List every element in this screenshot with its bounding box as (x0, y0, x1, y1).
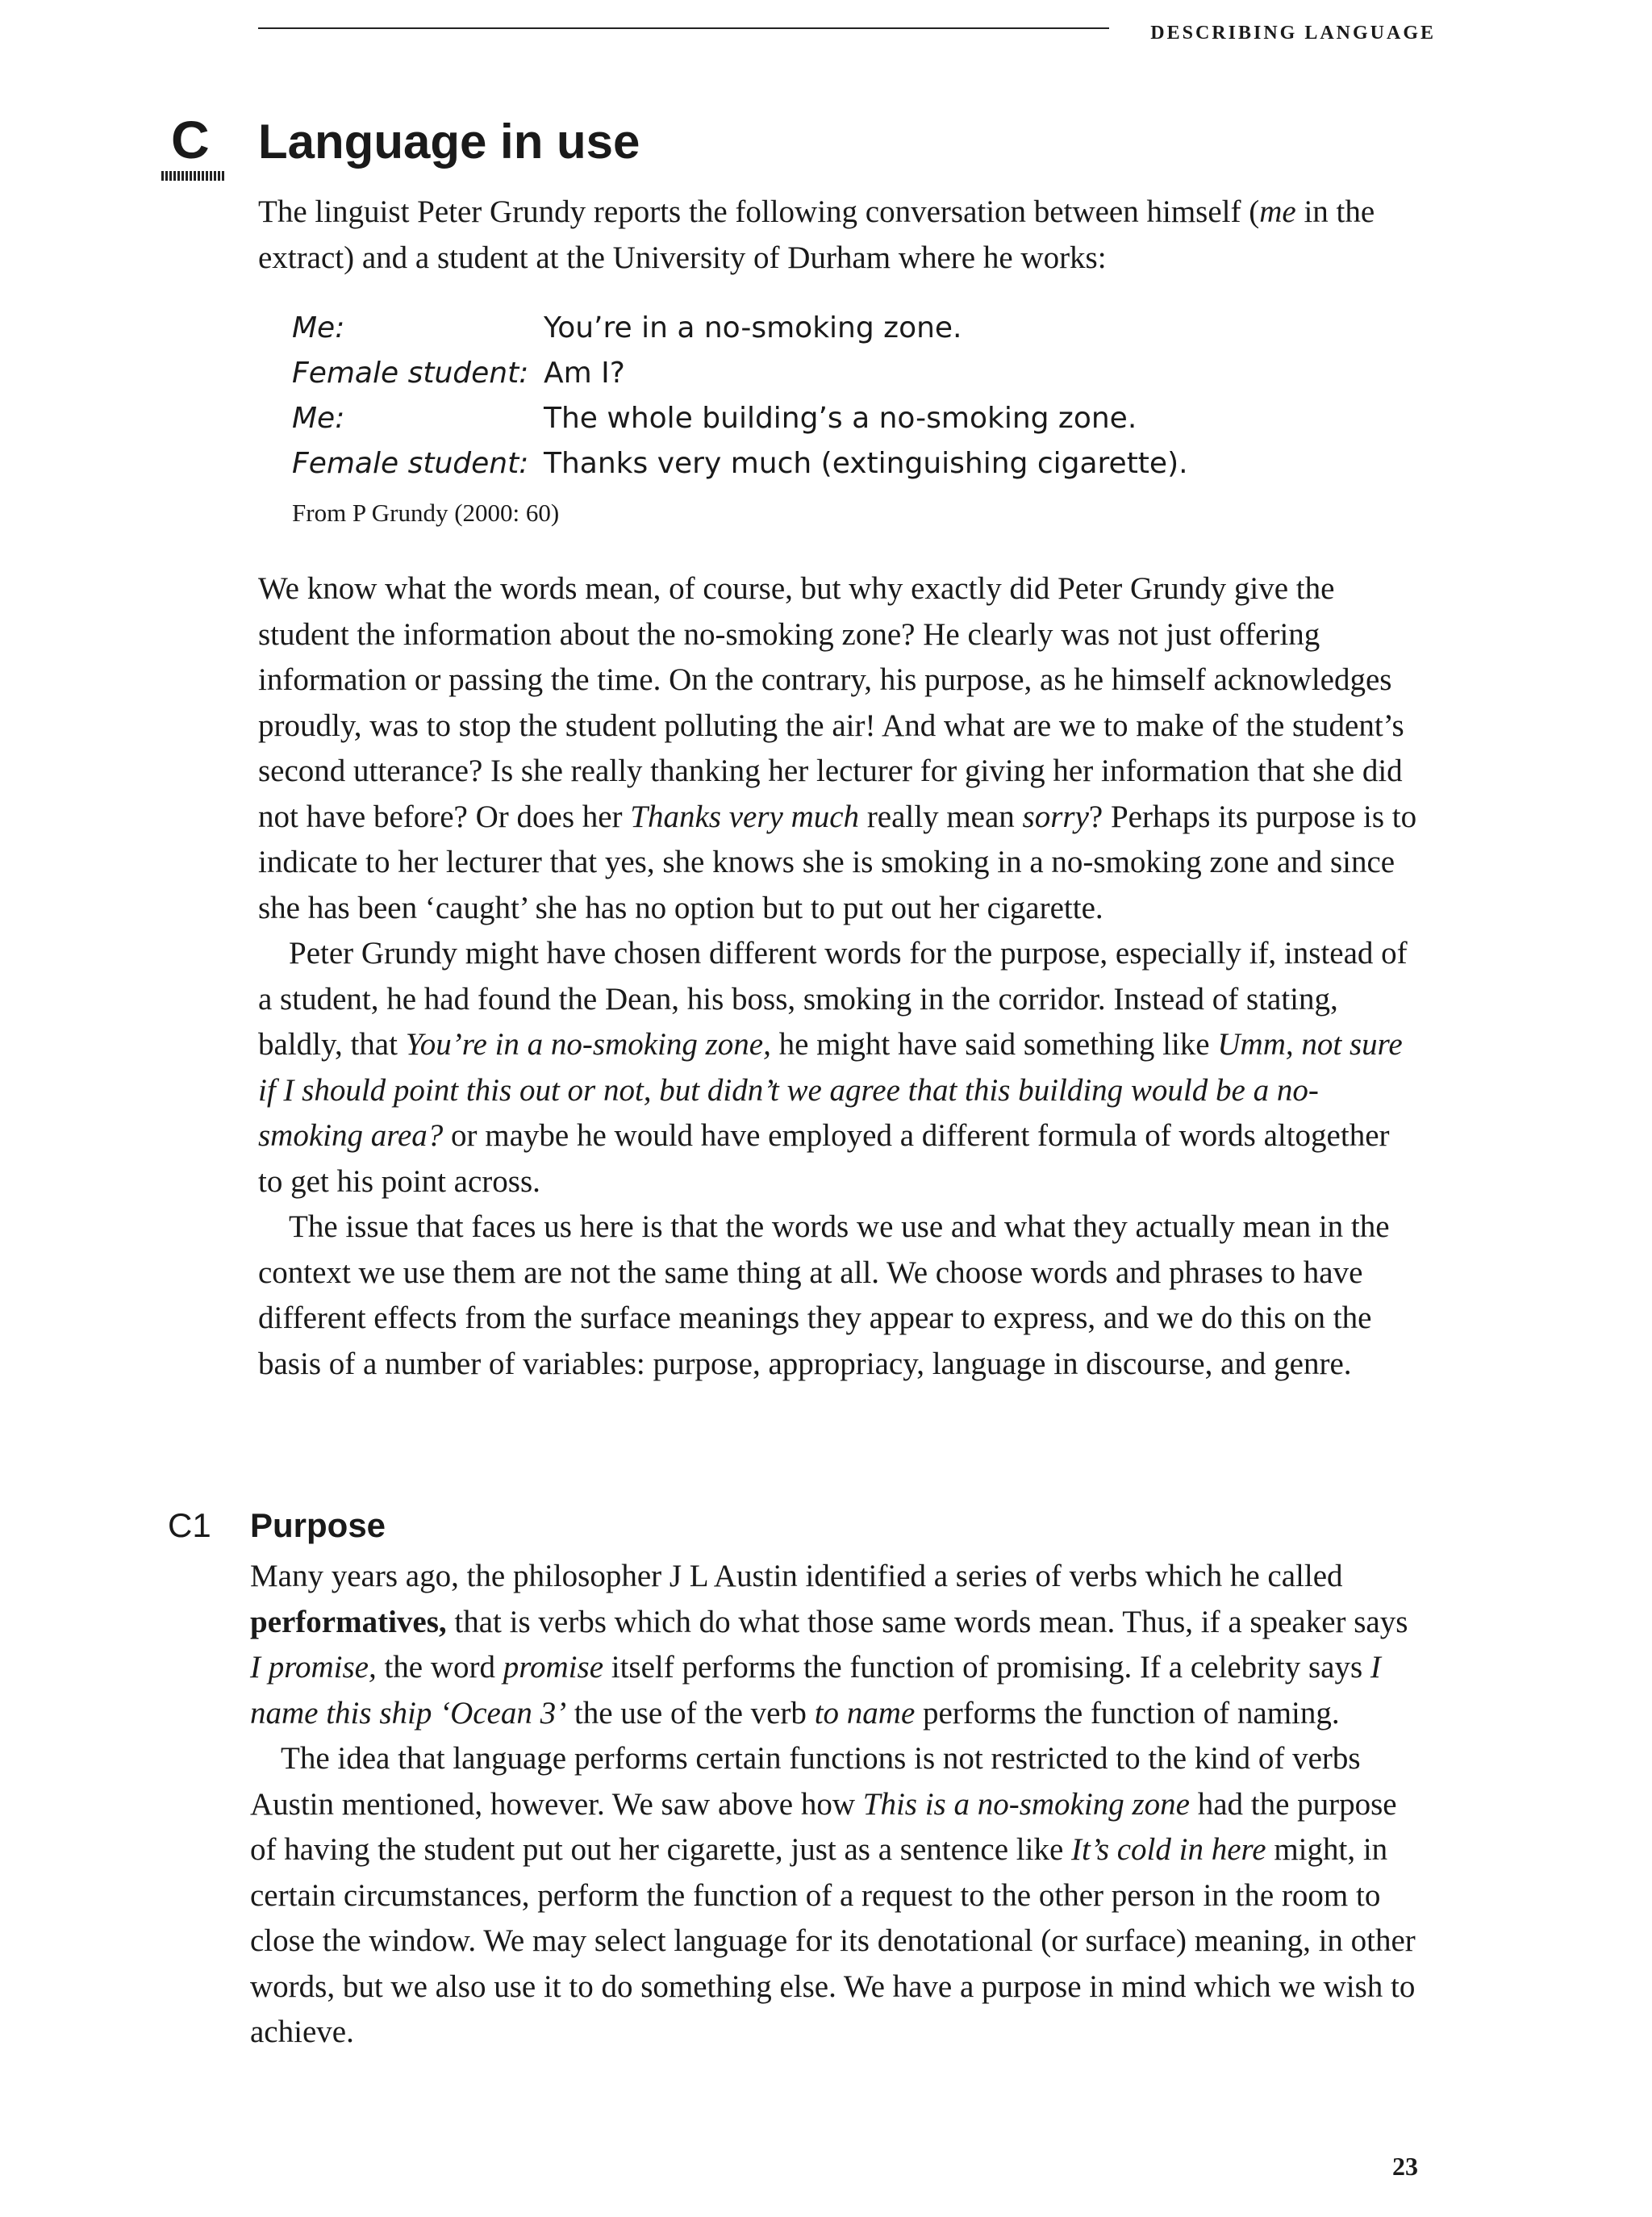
dialogue-utterance: The whole building’s a no-smoking zone. (544, 401, 1137, 435)
subsection-text (250, 1554, 1420, 2056)
header-rule (258, 27, 1109, 29)
intro-text: The linguist Peter Grundy reports the following conversation between himself ( (258, 194, 1260, 229)
dialogue-line (292, 440, 1341, 486)
dialogue-line (292, 305, 1341, 350)
paragraph-4: Many years ago, the philosopher J L Austin identified a series of verbs which he called performatives, that is verbs which do what those same words mean. Thus, if a speaker says I promise, the word promise itself performs the function of promising. If a celebrity says I name this ship ‘Ocean 3’ the use of the verb to name performs the function of naming. (250, 1559, 1408, 1731)
running-head (258, 15, 1436, 47)
section-title: Language in use (258, 115, 640, 169)
intro-paragraph (258, 190, 1420, 281)
subsection-number: C1 (168, 1506, 211, 1544)
paragraph-5: The idea that language performs certain functions is not restricted to the kind of verbs Austin mentioned, however. We saw above how This is a no-smoking zone had the purpose of having the student put out her cigarette, just as a sentence like It’s cold in here might, in certain circumstances, perform the function of a request to the other person in the room to close the window. We may select language for its denotational (or surface) meaning, in other words, but we also use it to do something else. We have a purpose in mind which we wish to achieve. (250, 1741, 1416, 2049)
section-letter-underline (161, 171, 226, 181)
dialogue-utterance: Am I? (544, 356, 625, 390)
dialogue-line (292, 350, 1341, 395)
dialogue-utterance: You’re in a no-smoking zone. (544, 311, 962, 344)
intro-emphasis: me (1259, 194, 1296, 229)
intro-text: in the extract) and a student at the University of Durham where he works: (258, 194, 1375, 275)
page-number: 23 (1392, 2152, 1418, 2181)
main-text (258, 566, 1420, 1387)
paragraph-1: We know what the words mean, of course, but why exactly did Peter Grundy give the student the information about the no-smoking zone? He clearly was not just offering information or passing the time. On the contrary, his purpose, as he himself acknowledges proudly, was to stop the student polluting the air! And what are we to make of the student’s second utterance? Is she really thanking her lecturer for giving her information that she did not have before? Or does her Thanks very much really mean sorry? Perhaps its purpose is to indicate to her lecturer that yes, she knows she is smoking in a no-smoking zone and since she has been ‘caught’ she has no option but to put out her cigarette. (258, 571, 1417, 925)
subsection-title: Purpose (250, 1506, 386, 1544)
dialogue-extract (292, 305, 1341, 486)
dialogue-line (292, 395, 1341, 440)
paragraph-3: The issue that faces us here is that the words we use and what they actually mean in the context we use them are not the same thing at all. We choose words and phrases to have different effects from the surface meanings they appear to express, and we do this on the basis of a number of variables: purpose, appropriacy, language in discourse, and genre. (258, 1209, 1390, 1381)
dialogue-speaker: Me: (292, 401, 345, 435)
source-citation: From P Grundy (2000: 60) (292, 499, 560, 527)
dialogue-speaker: Female student: (292, 446, 529, 480)
dialogue-speaker: Me: (292, 311, 345, 344)
dialogue-utterance: Thanks very much (extinguishing cigarette). (544, 446, 1188, 480)
paragraph-2: Peter Grundy might have chosen different words for the purpose, especially if, instead of a student, he had found the Dean, his boss, smoking in the corridor. Instead of stating, baldly, that You’re in a no-smoking zone, he might have said something like Umm, not sure if I should point this out or not, but didn’t we agree that this building would be a no-smoking area? or maybe he would have employed a different formula of words altogether to get his point across. (258, 936, 1408, 1199)
running-head-title: DESCRIBING LANGUAGE (1150, 23, 1436, 44)
section-letter: C (171, 110, 210, 169)
term-performatives: performatives, (250, 1604, 447, 1639)
dialogue-speaker: Female student: (292, 356, 529, 390)
